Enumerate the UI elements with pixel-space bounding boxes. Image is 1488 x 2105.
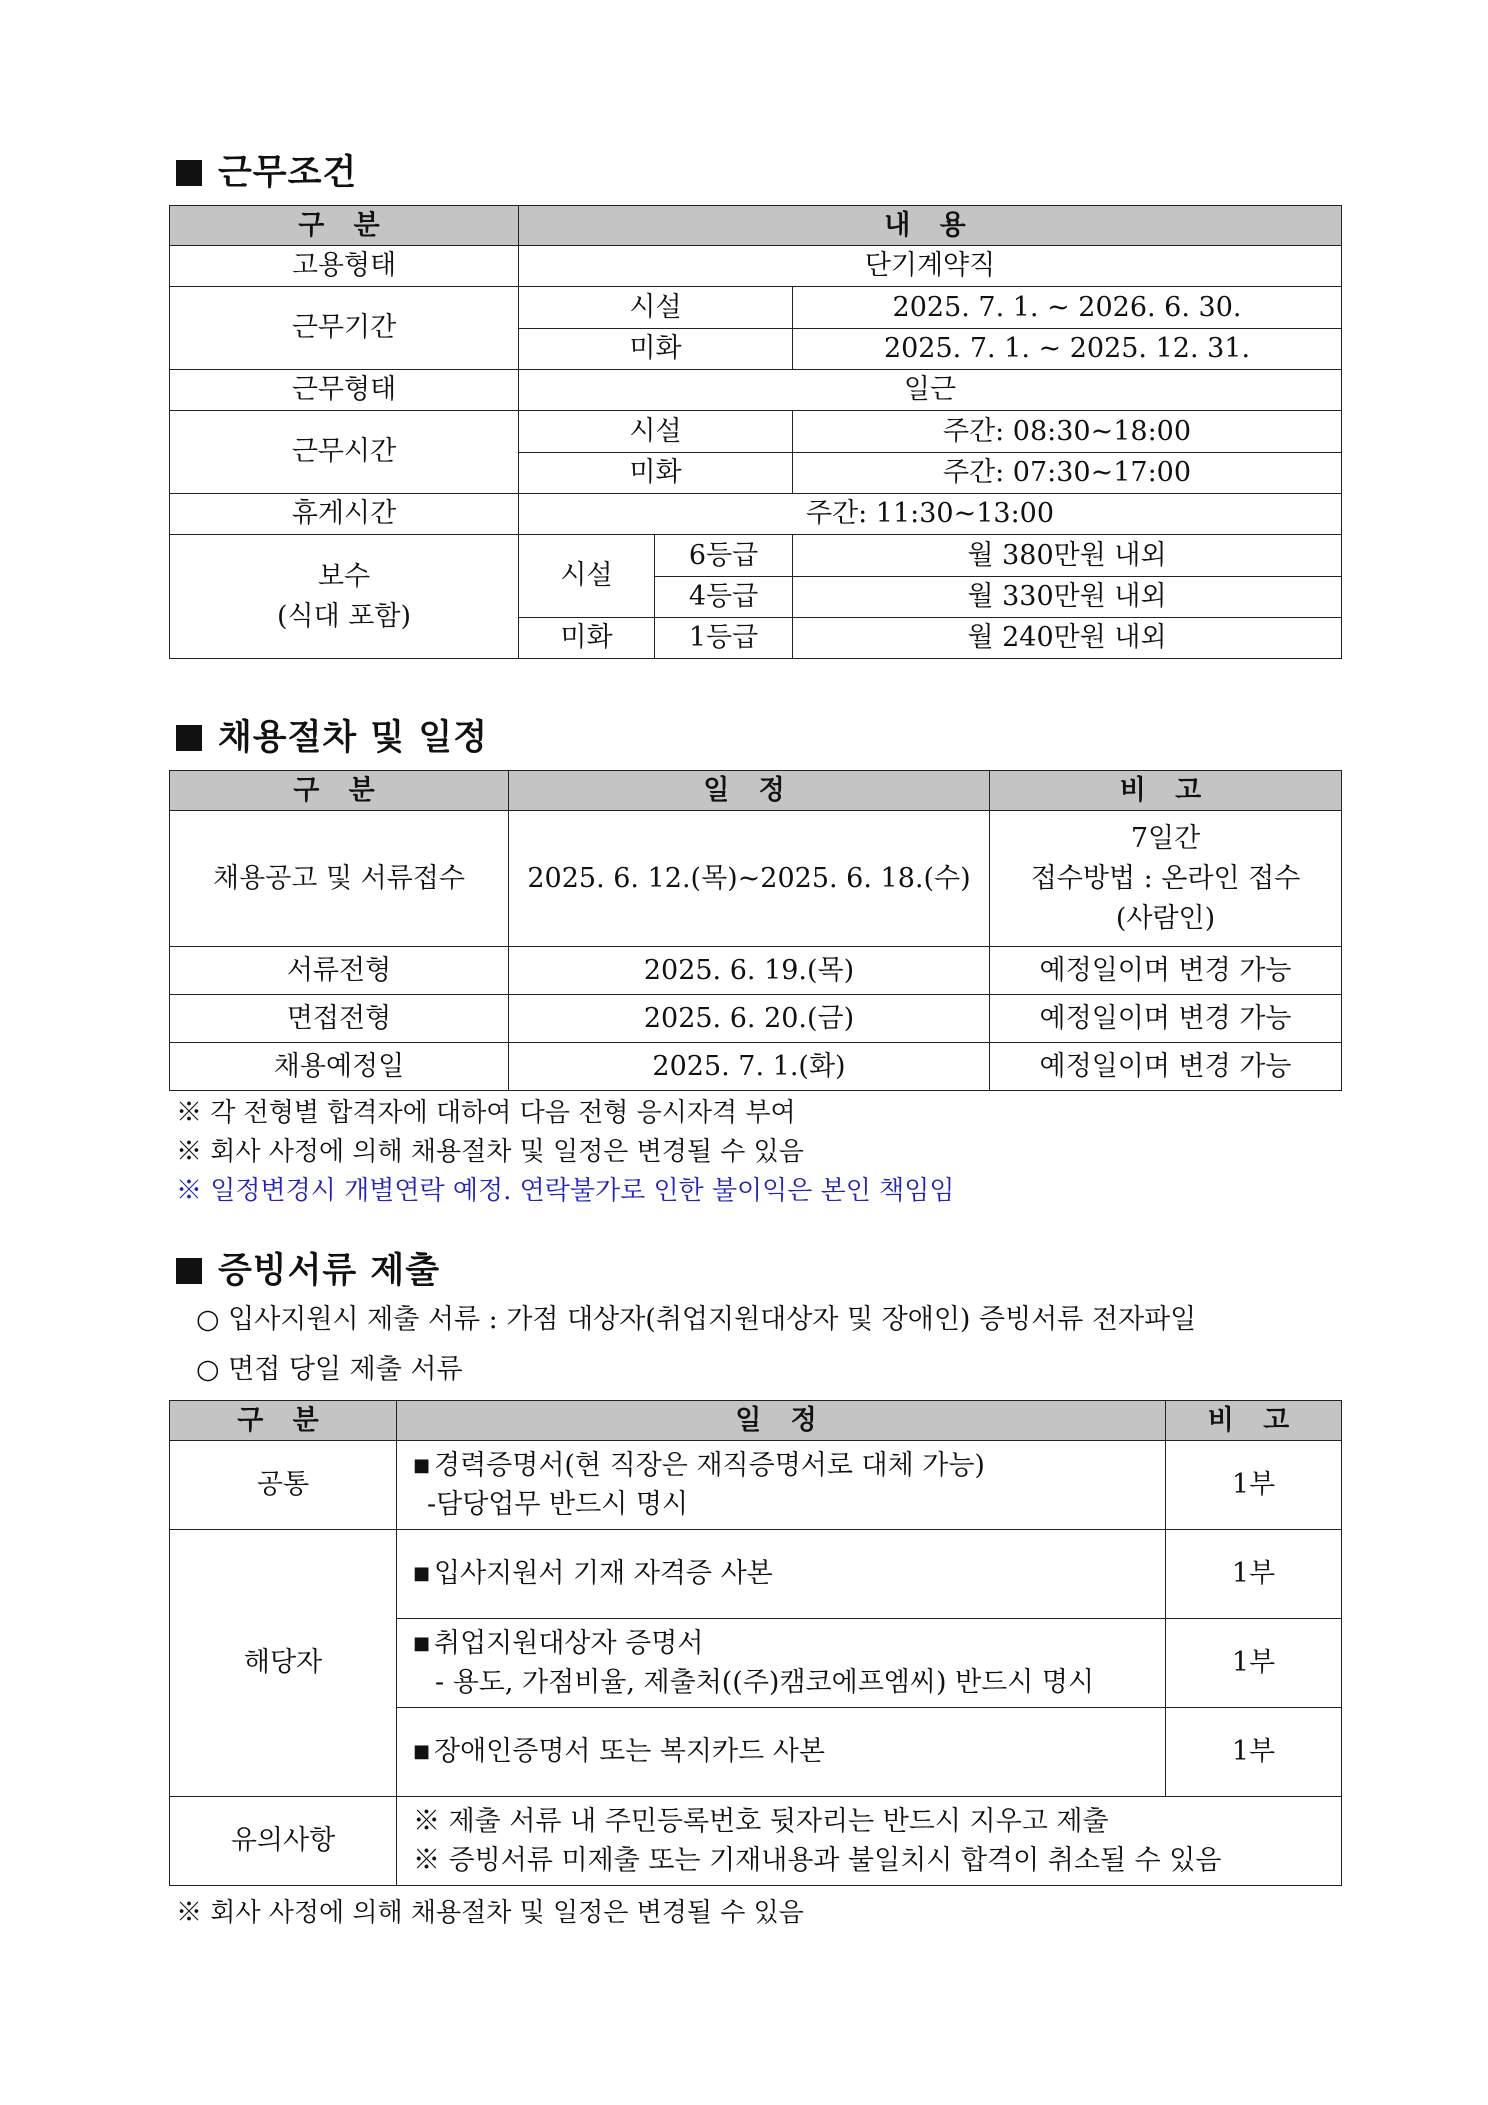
table-row: 근무기간 시설 2025. 7. 1. ~ 2026. 6. 30.	[170, 287, 1342, 329]
square-bullet-icon: ■	[413, 1454, 431, 1476]
section-title-documents: 증빙서류 제출	[176, 1243, 440, 1293]
document-item: ○ 면접 당일 제출 서류	[196, 1354, 463, 1385]
square-bullet-icon	[176, 160, 202, 186]
documents-table	[169, 1400, 1342, 1886]
section-title-recruitment-schedule: 채용절차 및 일정	[176, 710, 488, 760]
table-row: 채용예정일 2025. 7. 1.(화) 예정일이며 변경 가능	[170, 1043, 1342, 1091]
table-row: ■ 장애인증명서 또는 복지카드 사본 1부	[170, 1708, 1342, 1797]
schedule-note-highlight: ※ 일정변경시 개별연락 예정. 연락불가로 인한 불이익은 본인 책임임	[176, 1176, 955, 1206]
square-bullet-icon: ■	[413, 1563, 431, 1585]
square-bullet-icon	[176, 725, 202, 751]
table-row: 근무형태 일근	[170, 370, 1342, 411]
table-row: 서류전형 2025. 6. 19.(목) 예정일이며 변경 가능	[170, 947, 1342, 995]
square-bullet-icon: ■	[413, 1632, 431, 1654]
table-row: 해당자 ■ 입사지원서 기재 자격증 사본 1부	[170, 1530, 1342, 1619]
table-row: 휴게시간 주간: 11:30~13:00	[170, 494, 1342, 535]
work-conditions-table	[169, 205, 1342, 659]
section-title-work-conditions: 근무조건	[176, 145, 357, 195]
table-row: 면접전형 2025. 6. 20.(금) 예정일이며 변경 가능	[170, 995, 1342, 1043]
recruitment-schedule-table	[169, 770, 1342, 1091]
schedule-note: ※ 회사 사정에 의해 채용절차 및 일정은 변경될 수 있음	[176, 1137, 804, 1167]
header-category: 구 분	[170, 206, 519, 246]
table-row: ■ 취업지원대상자 증명서 - 용도, 가점비율, 제출처((주)캠코에프엠씨) 반드시 명시 1부	[170, 1619, 1342, 1708]
table-row: 미화 1등급 월 240만원 내외	[170, 618, 1342, 659]
header-content: 내 용	[519, 206, 1342, 246]
schedule-note: ※ 각 전형별 합격자에 대하여 다음 전형 응시자격 부여	[176, 1098, 796, 1128]
table-row: 보수 (식대 포함) 시설 6등급 월 380만원 내외	[170, 535, 1342, 577]
pay-label: 보수 (식대 포함)	[170, 535, 519, 659]
square-bullet-icon: ■	[413, 1741, 431, 1763]
table-header-row	[170, 206, 1342, 246]
table-header-row: 구 분 일 정 비 고	[170, 1401, 1342, 1441]
table-row: 공통 ■ 경력증명서(현 직장은 재직증명서로 대체 가능) -담당업무 반드시 명시 1부	[170, 1441, 1342, 1530]
table-row: 근무시간 시설 주간: 08:30~18:00	[170, 411, 1342, 453]
documents-footnote: ※ 회사 사정에 의해 채용절차 및 일정은 변경될 수 있음	[176, 1898, 804, 1928]
table-row: 유의사항 ※ 제출 서류 내 주민등록번호 뒷자리는 반드시 지우고 제출 ※ 증빙서류 미제출 또는 기재내용과 불일치시 합격이 취소될 수 있음	[170, 1797, 1342, 1886]
table-row: 미화 주간: 07:30~17:00	[170, 453, 1342, 494]
table-row: 채용공고 및 서류접수 2025. 6. 12.(목)~2025. 6. 18.(수) 7일간 접수방법 : 온라인 접수 (사람인)	[170, 811, 1342, 947]
document-item: ○ 입사지원시 제출 서류 : 가점 대상자(취업지원대상자 및 장애인) 증빙서류 전자파일	[196, 1304, 1197, 1335]
table-row: 4등급 월 330만원 내외	[170, 577, 1342, 618]
table-row: 미화 2025. 7. 1. ~ 2025. 12. 31.	[170, 329, 1342, 370]
square-bullet-icon	[176, 1258, 202, 1284]
table-header-row: 구 분 일 정 비 고	[170, 771, 1342, 811]
table-row: 고용형태 단기계약직	[170, 246, 1342, 287]
